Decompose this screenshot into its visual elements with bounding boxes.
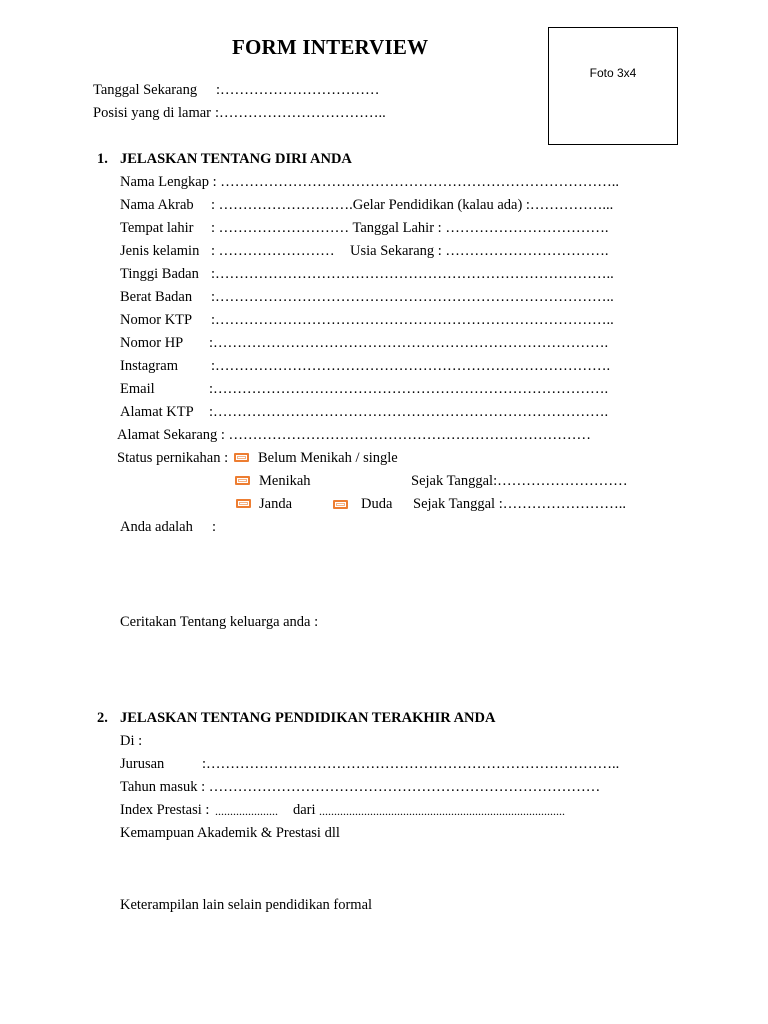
jenis-kelamin-label: Jenis kelamin bbox=[120, 243, 200, 259]
form-title: FORM INTERVIEW bbox=[232, 35, 429, 59]
nama-lengkap-field[interactable]: Nama Lengkap : ……………………………………………………………………….. bbox=[120, 174, 620, 190]
option-duda-label: Duda bbox=[361, 496, 393, 512]
berat-badan-label: Berat Badan bbox=[120, 289, 193, 305]
checkbox-duda[interactable] bbox=[333, 500, 348, 509]
nomor-ktp-label: Nomor KTP bbox=[120, 312, 193, 328]
di-label: Di : bbox=[120, 733, 143, 749]
sejak-tanggal-janda-duda-field[interactable]: Sejak Tanggal :…………………….. bbox=[413, 496, 626, 512]
nomor-hp-label: Nomor HP bbox=[120, 335, 184, 351]
option-janda-label: Janda bbox=[259, 496, 293, 512]
jurusan-label: Jurusan bbox=[120, 756, 165, 772]
jurusan-field[interactable]: :………………………………………………………………………….. bbox=[202, 756, 620, 772]
usia-field[interactable]: Usia Sekarang : ……………………………. bbox=[350, 243, 609, 259]
tinggi-badan-field[interactable]: :……………………………………………………………………….. bbox=[211, 266, 614, 282]
ceritakan-keluarga-label: Ceritakan Tentang keluarga anda : bbox=[120, 614, 319, 630]
index-dari-label: dari bbox=[293, 802, 316, 818]
tanggal-sekarang-label: Tanggal Sekarang bbox=[93, 82, 198, 98]
email-label: Email bbox=[120, 381, 155, 397]
index-prestasi-field[interactable]: ..................... bbox=[215, 804, 278, 818]
alamat-ktp-field[interactable]: :………………………………………………………………………. bbox=[209, 404, 609, 420]
kemampuan-akademik-label: Kemampuan Akademik & Prestasi dll bbox=[120, 825, 340, 841]
option-menikah-label: Menikah bbox=[259, 473, 311, 489]
status-pernikahan-label: Status pernikahan : bbox=[117, 450, 229, 466]
option-single-label: Belum Menikah / single bbox=[258, 450, 398, 466]
index-prestasi-label: Index Prestasi : bbox=[120, 802, 210, 818]
nomor-hp-field[interactable]: :………………………………………………………………………. bbox=[209, 335, 609, 351]
sejak-tanggal-menikah-field[interactable]: Sejak Tanggal:……………………… bbox=[411, 473, 628, 489]
section2-number: 2. bbox=[97, 710, 108, 726]
email-field[interactable]: :………………………………………………………………………. bbox=[209, 381, 609, 397]
section1-heading: JELASKAN TENTANG DIRI ANDA bbox=[120, 151, 352, 167]
photo-placeholder-box bbox=[548, 27, 678, 145]
nama-akrab-field[interactable]: : ……………………….Gelar Pendidikan (kalau ada) :……………... bbox=[211, 197, 614, 213]
checkbox-menikah[interactable] bbox=[235, 476, 250, 485]
keterampilan-lain-label: Keterampilan lain selain pendidikan formal bbox=[120, 897, 373, 913]
nomor-ktp-field[interactable]: :……………………………………………………………………….. bbox=[211, 312, 614, 328]
alamat-ktp-label: Alamat KTP bbox=[120, 404, 194, 420]
tinggi-badan-label: Tinggi Badan bbox=[120, 266, 199, 282]
instagram-field[interactable]: :………………………………………………………………………. bbox=[211, 358, 611, 374]
instagram-label: Instagram bbox=[120, 358, 178, 374]
index-dari-field[interactable]: .................................................................................. bbox=[319, 804, 565, 818]
section1-number: 1. bbox=[97, 151, 108, 167]
tempat-lahir-field[interactable]: : ……………………… Tanggal Lahir : ……………………………. bbox=[211, 220, 609, 236]
photo-label: Foto 3x4 bbox=[589, 66, 637, 80]
posisi-label: Posisi yang di lamar bbox=[93, 105, 212, 121]
tempat-lahir-label: Tempat lahir bbox=[120, 220, 194, 236]
alamat-sekarang-field[interactable]: Alamat Sekarang : ………………………………………………………………… bbox=[117, 427, 592, 443]
berat-badan-field[interactable]: :……………………………………………………………………….. bbox=[211, 289, 614, 305]
posisi-field[interactable]: :…………………………….. bbox=[215, 105, 386, 121]
tanggal-sekarang-field[interactable]: :…………………………… bbox=[216, 82, 380, 98]
checkbox-janda[interactable] bbox=[236, 499, 251, 508]
section2-heading: JELASKAN TENTANG PENDIDIKAN TERAKHIR ANDA bbox=[120, 710, 496, 726]
anda-adalah-label: Anda adalah bbox=[120, 519, 193, 535]
checkbox-single[interactable] bbox=[234, 453, 249, 462]
anda-adalah-colon: : bbox=[212, 519, 217, 535]
nama-akrab-label: Nama Akrab bbox=[120, 197, 194, 213]
tahun-masuk-field[interactable]: Tahun masuk : ……………………………………………………………………… bbox=[120, 779, 601, 795]
jenis-kelamin-field[interactable]: : …………………… bbox=[211, 243, 335, 259]
